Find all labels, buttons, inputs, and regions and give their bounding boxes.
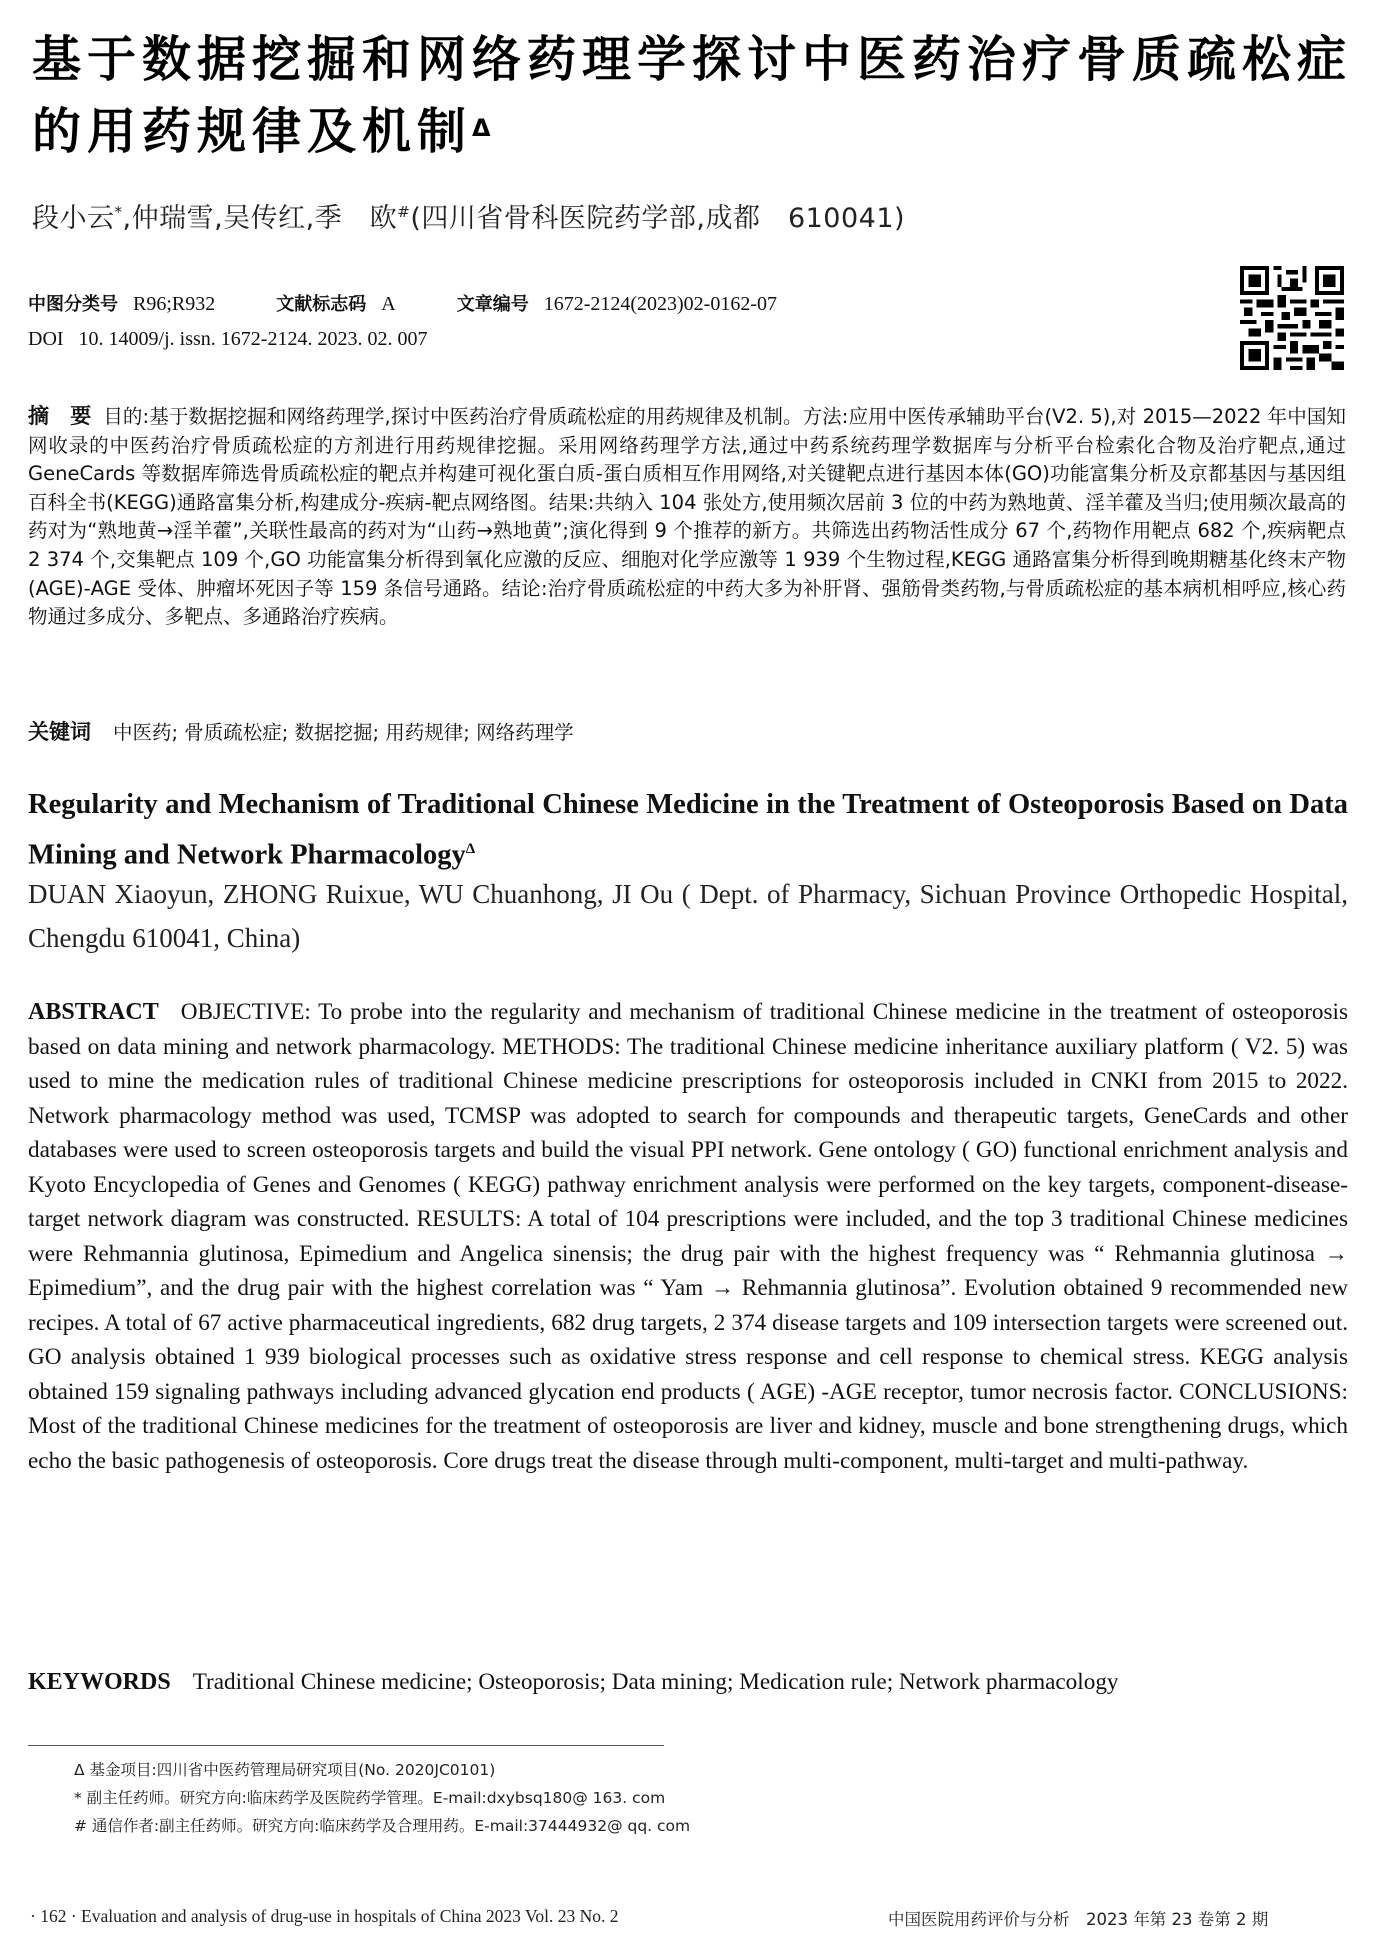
doc-code-label: 文献标志码 [276,294,367,315]
footnote-divider [28,1745,664,1746]
author-mark-hash: # [397,203,411,221]
chinese-title-text: 基于数据挖掘和网络药理学探讨中医药治疗骨质疏松症的用药规律及机制 [32,31,1353,160]
chinese-abstract-text: 目的:基于数据挖掘和网络药理学,探讨中医药治疗骨质疏松症的用药规律及机制。方法:应用中医传承辅助平台(V2. 5),对 2015—2022 年中国知网收录的中医药治疗骨质疏松症的方剂进行用药规律挖掘。采用网络药理学方法,通过中药系统药理学数据库与分析平台检索化合物及治疗靶点,通过 GeneCards 等数据库筛选骨质疏松症的靶点并构建可视化蛋白质-蛋白质相互作用网络,对关键靶点进行基因本体(GO)功能富集分析及京都基因与基因组百科全书(KEGG)通路富集分析,构建成分-疾病-靶点网络图。结果:共纳入 104 张处方,使用频次居前 3 位的中药为熟地黄、淫羊藿及当归;使用频次最高的药对为“熟地黄→淫羊藿”,关联性最高的药对为“山药→熟地黄”;演化得到 9 个推荐的新方。共筛选出药物活性成分 67 个,药物作用靶点 682 个,疾病靶点 2 374 个,交集靶点 109 个,GO 功能富集分析得到氧化应激的反应、细胞对化学应激等 1 939 个生物过程,KEGG 通路富集分析得到晚期糖基化终末产物(AGE)-AGE 受体、肿瘤坏死因子等 159 条信号通路。结论:治疗骨质疏松症的中药大多为补肝肾、强筋骨类药物,与骨质疏松症的基本病机相呼应,核心药物通过多成分、多靶点、多通路治疗疾病。 [28,405,1347,629]
chinese-abstract [28,402,1346,632]
footnote-fund: Δ 基金项目:四川省中医药管理局研究项目(No. 2020JC0101) [74,1761,496,1779]
english-keywords-label: KEYWORDS [28,1669,171,1695]
affiliation: (四川省骨科医院药学部,成都 610041) [410,203,906,234]
footnote-first-author: * 副主任药师。研究方向:临床药学及医院药学管理。E-mail:dxybsq180@ 163. com [74,1789,666,1807]
chinese-abstract-label: 摘 要 [28,404,92,428]
article-metadata [28,290,833,316]
english-keywords [28,1669,1119,1696]
english-fund-mark: Δ [465,841,476,857]
english-abstract-text: OBJECTIVE: To probe into the regularity and mechanism of traditional Chinese medicine in the treatment of osteoporosis based on data mining and network pharmacology. METHODS: The traditional Chinese medicine inheritance auxiliary platform ( V2. 5) was used to mine the medication rules of traditional Chinese medicine prescriptions for osteoporosis included in CNKI from 2015 to 2022. Network pharmacology method was used, TCMSP was adopted to search for compounds and therapeutic targets, GeneCards and other databases were used to screen osteoporosis targets and build the visual PPI network. Gene ontology ( GO) functional enrichment analysis and Kyoto Encyclopedia of Genes and Genomes ( KEGG) pathway enrichment analysis were performed on the key targets, component-disease-target network diagram was constructed. RESULTS: A total of 104 prescriptions were included, and the top 3 traditional Chinese medicines were Rehmannia glutinosa, Epimedium and Angelica sinensis; the drug pair with the highest frequency was “ Rehmannia glutinosa → Epimedium”, and the drug pair with the highest correlation was “ Yam → Rehmannia glutinosa”. Evolution obtained 9 recommended new recipes. A total of 67 active pharmaceutical ingredients, 682 drug targets, 2 374 disease targets and 109 intersection targets were screened out. GO analysis obtained 1 939 biological processes such as oxidative stress response and cell response to chemical stress. KEGG analysis obtained 159 signaling pathways including advanced glycation end products ( AGE) -AGE receptor, tumor necrosis factor. CONCLUSIONS: Most of the traditional Chinese medicines for the treatment of osteoporosis are liver and kidney, muscle and bone strengthening drugs, which echo the basic pathogenesis of osteoporosis. Core drugs treat the disease through multi-component, multi-target and multi-pathway. [28,999,1348,1474]
chinese-title [32,24,1352,168]
english-title [28,783,1348,878]
doi-row [28,328,427,351]
english-abstract-label: ABSTRACT [28,999,159,1025]
footnotes [74,1756,690,1840]
doc-code-value: A [381,293,396,315]
other-authors: ,仲瑞雪,吴传红,季 欧 [122,203,398,234]
qr-code-icon[interactable] [1240,266,1344,370]
clc-label: 中图分类号 [28,294,118,315]
footnote-corresponding-author: # 通信作者:副主任药师。研究方向:临床药学及合理用药。E-mail:37444932@ qq. com [74,1817,691,1835]
footer-journal-chinese: 中国医院用药评价与分析 2023 年第 23 卷第 2 期 [888,1910,1269,1929]
author-mark-star: * [114,203,123,221]
article-no-label: 文章编号 [456,294,529,315]
english-authors: DUAN Xiaoyun, ZHONG Ruixue, WU Chuanhong, JI Ou ( Dept. of Pharmacy, Sichuan Province Orthopedic Hospital, Chengdu 610041, China) [28,879,1348,953]
chinese-authors [32,196,905,235]
english-abstract [28,995,1348,1478]
fund-mark: Δ [472,114,491,142]
english-keywords-text: Traditional Chinese medicine; Osteoporosis; Data mining; Medication rule; Network pharmacology [192,1669,1119,1695]
chinese-keywords-text: 中医药; 骨质疏松症; 数据挖掘; 用药规律; 网络药理学 [113,721,574,744]
english-title-text: Regularity and Mechanism of Traditional Chinese Medicine in the Treatment of Osteoporosis Based on Data Mining and Network Pharmacology [28,789,1348,871]
footer-journal-english: · 162 · Evaluation and analysis of drug-use in hospitals of China 2023 Vol. 23 No. 2 [30,1906,619,1926]
doi-value: 10. 14009/j. issn. 1672-2124. 2023. 02. 007 [78,328,428,350]
clc-value: R96;R932 [133,293,216,315]
chinese-keywords-label: 关键词 [28,720,91,744]
first-author: 段小云 [32,203,115,234]
chinese-keywords [28,716,574,746]
article-no-value: 1672-2124(2023)02-0162-07 [543,293,778,315]
doi-label: DOI [28,328,64,350]
